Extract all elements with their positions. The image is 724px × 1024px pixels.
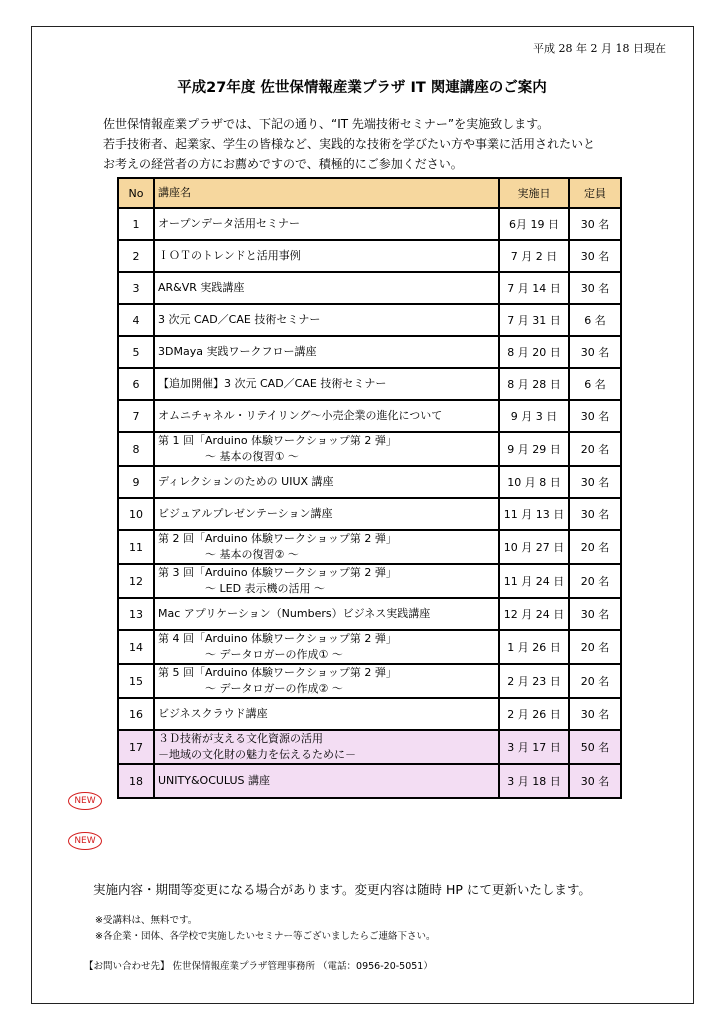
row-name xyxy=(154,304,499,336)
row-no: 16 xyxy=(118,698,154,730)
row-name xyxy=(154,240,499,272)
header-date: 実施日 xyxy=(499,178,569,208)
row-name xyxy=(154,208,499,240)
new-badge: NEW xyxy=(68,832,102,850)
row-name-line: オムニチャネル・リテイリング～小売企業の進化について xyxy=(158,409,443,422)
row-no: 2 xyxy=(118,240,154,272)
row-name xyxy=(154,498,499,530)
row-capacity: 30 名 xyxy=(569,336,621,368)
row-name xyxy=(154,530,499,564)
row-no: 6 xyxy=(118,368,154,400)
table-row xyxy=(118,630,621,664)
row-capacity: 30 名 xyxy=(569,466,621,498)
row-no: 14 xyxy=(118,630,154,664)
row-name xyxy=(154,764,499,798)
row-date: 8 月 20 日 xyxy=(499,336,569,368)
intro-line: 佐世保情報産業プラザでは、下記の通り、“IT 先端技術セミナー”を実施致します。 xyxy=(103,117,550,131)
row-name-line: 3 次元 CAD／CAE 技術セミナー xyxy=(158,313,321,326)
table-row xyxy=(118,240,621,272)
header-capacity: 定員 xyxy=(569,178,621,208)
row-date: 2 月 26 日 xyxy=(499,698,569,730)
row-name-subline: ～ データロガーの作成① ～ xyxy=(205,648,343,661)
row-name-line: ディレクションのための UIUX 講座 xyxy=(158,475,334,488)
row-name xyxy=(154,466,499,498)
row-capacity: 20 名 xyxy=(569,664,621,698)
intro-line: 若手技術者、起業家、学生の皆様など、実践的な技術を学びたい方や事業に活用されたいと xyxy=(103,137,596,151)
row-no: 15 xyxy=(118,664,154,698)
row-name-line: 第 2 回「Arduino 体験ワークショップ第 2 弾」 xyxy=(158,532,397,545)
row-date: 8 月 28 日 xyxy=(499,368,569,400)
row-name-line: Mac アプリケーション（Numbers）ビジネス実践講座 xyxy=(158,607,431,620)
row-name-line: ビジュアルプレゼンテーション講座 xyxy=(158,507,333,520)
row-capacity: 30 名 xyxy=(569,272,621,304)
row-name-line: 【追加開催】3 次元 CAD／CAE 技術セミナー xyxy=(158,377,387,390)
row-name-subline: ～ データロガーの作成② ～ xyxy=(205,682,343,695)
row-name-subline: ～ 基本の復習② ～ xyxy=(205,548,299,561)
note-request: ※各企業・団体、各学校で実施したいセミナー等ございましたらご連絡下さい。 xyxy=(95,931,436,942)
row-name-subline: ～ LED 表示機の活用 ～ xyxy=(205,582,326,595)
table-row xyxy=(118,664,621,698)
as-of-date: 平成 28 年 2 月 18 日現在 xyxy=(533,42,666,55)
row-capacity: 30 名 xyxy=(569,400,621,432)
row-no: 3 xyxy=(118,272,154,304)
row-capacity: 6 名 xyxy=(569,304,621,336)
row-name xyxy=(154,432,499,466)
header-no: No xyxy=(118,178,154,208)
table-row xyxy=(118,598,621,630)
row-capacity: 20 名 xyxy=(569,630,621,664)
row-name xyxy=(154,564,499,598)
row-no: 10 xyxy=(118,498,154,530)
contact-info: 【お問い合わせ先】 佐世保情報産業プラザ管理事務所 （電話：0956-20-5051） xyxy=(84,961,433,972)
row-no: 7 xyxy=(118,400,154,432)
table-row xyxy=(118,466,621,498)
row-date: 3 月 17 日 xyxy=(499,730,569,764)
row-name xyxy=(154,698,499,730)
intro-line: お考えの経営者の方にお薦めですので、積極的にご参加ください。 xyxy=(103,157,463,171)
table-row xyxy=(118,730,621,764)
row-no: 8 xyxy=(118,432,154,466)
row-name xyxy=(154,630,499,664)
row-name-line: 第 3 回「Arduino 体験ワークショップ第 2 弾」 xyxy=(158,566,397,579)
row-name xyxy=(154,664,499,698)
table-row xyxy=(118,498,621,530)
row-date: 9 月 3 日 xyxy=(499,400,569,432)
row-name xyxy=(154,368,499,400)
table-row xyxy=(118,564,621,598)
row-name-line: オープンデータ活用セミナー xyxy=(158,217,301,230)
row-capacity: 30 名 xyxy=(569,240,621,272)
seminar-rows xyxy=(118,208,621,798)
row-date: 11 月 13 日 xyxy=(499,498,569,530)
table-row xyxy=(118,208,621,240)
table-header-row xyxy=(118,178,621,208)
row-name-line: 第 1 回「Arduino 体験ワークショップ第 2 弾」 xyxy=(158,434,397,447)
row-no: 13 xyxy=(118,598,154,630)
seminar-table xyxy=(117,177,622,799)
table-row xyxy=(118,272,621,304)
row-capacity: 50 名 xyxy=(569,730,621,764)
table-row xyxy=(118,530,621,564)
new-badge: NEW xyxy=(68,792,102,810)
row-name xyxy=(154,272,499,304)
row-no: 17 xyxy=(118,730,154,764)
table-row xyxy=(118,698,621,730)
row-no: 1 xyxy=(118,208,154,240)
row-name xyxy=(154,598,499,630)
row-date: 6月 19 日 xyxy=(499,208,569,240)
row-capacity: 30 名 xyxy=(569,498,621,530)
row-date: 9 月 29 日 xyxy=(499,432,569,466)
row-no: 9 xyxy=(118,466,154,498)
row-no: 12 xyxy=(118,564,154,598)
row-no: 4 xyxy=(118,304,154,336)
row-name xyxy=(154,730,499,764)
row-name-line: ビジネスクラウド講座 xyxy=(158,707,268,720)
row-date: 1 月 26 日 xyxy=(499,630,569,664)
table-row xyxy=(118,368,621,400)
row-date: 10 月 8 日 xyxy=(499,466,569,498)
row-date: 7 月 14 日 xyxy=(499,272,569,304)
row-name-line: 第 5 回「Arduino 体験ワークショップ第 2 弾」 xyxy=(158,666,397,679)
note-fee: ※受講料は、無料です。 xyxy=(95,915,198,926)
row-date: 10 月 27 日 xyxy=(499,530,569,564)
row-name-line: ３Ｄ技術が支える文化資源の活用 xyxy=(158,732,323,745)
row-capacity: 30 名 xyxy=(569,698,621,730)
row-capacity: 30 名 xyxy=(569,208,621,240)
row-date: 7 月 2 日 xyxy=(499,240,569,272)
row-capacity: 20 名 xyxy=(569,564,621,598)
row-name-subline: －地域の文化財の魅力を伝えるために－ xyxy=(158,748,356,761)
table-row xyxy=(118,432,621,466)
row-capacity: 6 名 xyxy=(569,368,621,400)
row-name xyxy=(154,336,499,368)
row-name-line: UNITY&OCULUS 講座 xyxy=(158,774,271,787)
header-name: 講座名 xyxy=(154,178,499,208)
row-capacity: 30 名 xyxy=(569,764,621,798)
row-no: 18 xyxy=(118,764,154,798)
row-date: 11 月 24 日 xyxy=(499,564,569,598)
table-row xyxy=(118,336,621,368)
row-capacity: 30 名 xyxy=(569,598,621,630)
row-date: 12 月 24 日 xyxy=(499,598,569,630)
row-name-subline: ～ 基本の復習① ～ xyxy=(205,450,299,463)
row-no: 5 xyxy=(118,336,154,368)
row-capacity: 20 名 xyxy=(569,530,621,564)
row-capacity: 20 名 xyxy=(569,432,621,466)
change-notice: 実施内容・期間等変更になる場合があります。変更内容は随時 HP にて更新いたします。 xyxy=(93,882,591,897)
intro-text xyxy=(103,114,595,174)
row-date: 7 月 31 日 xyxy=(499,304,569,336)
row-date: 3 月 18 日 xyxy=(499,764,569,798)
row-no: 11 xyxy=(118,530,154,564)
table-row xyxy=(118,400,621,432)
row-name-line: ＩＯＴのトレンドと活用事例 xyxy=(158,249,301,262)
row-name xyxy=(154,400,499,432)
table-row xyxy=(118,304,621,336)
page-title: 平成27年度 佐世保情報産業プラザ IT 関連講座のご案内 xyxy=(177,80,547,96)
row-name-line: 3DMaya 実践ワークフロー講座 xyxy=(158,345,317,358)
row-name-line: AR&VR 実践講座 xyxy=(158,281,245,294)
table-row xyxy=(118,764,621,798)
row-date: 2 月 23 日 xyxy=(499,664,569,698)
row-name-line: 第 4 回「Arduino 体験ワークショップ第 2 弾」 xyxy=(158,632,397,645)
